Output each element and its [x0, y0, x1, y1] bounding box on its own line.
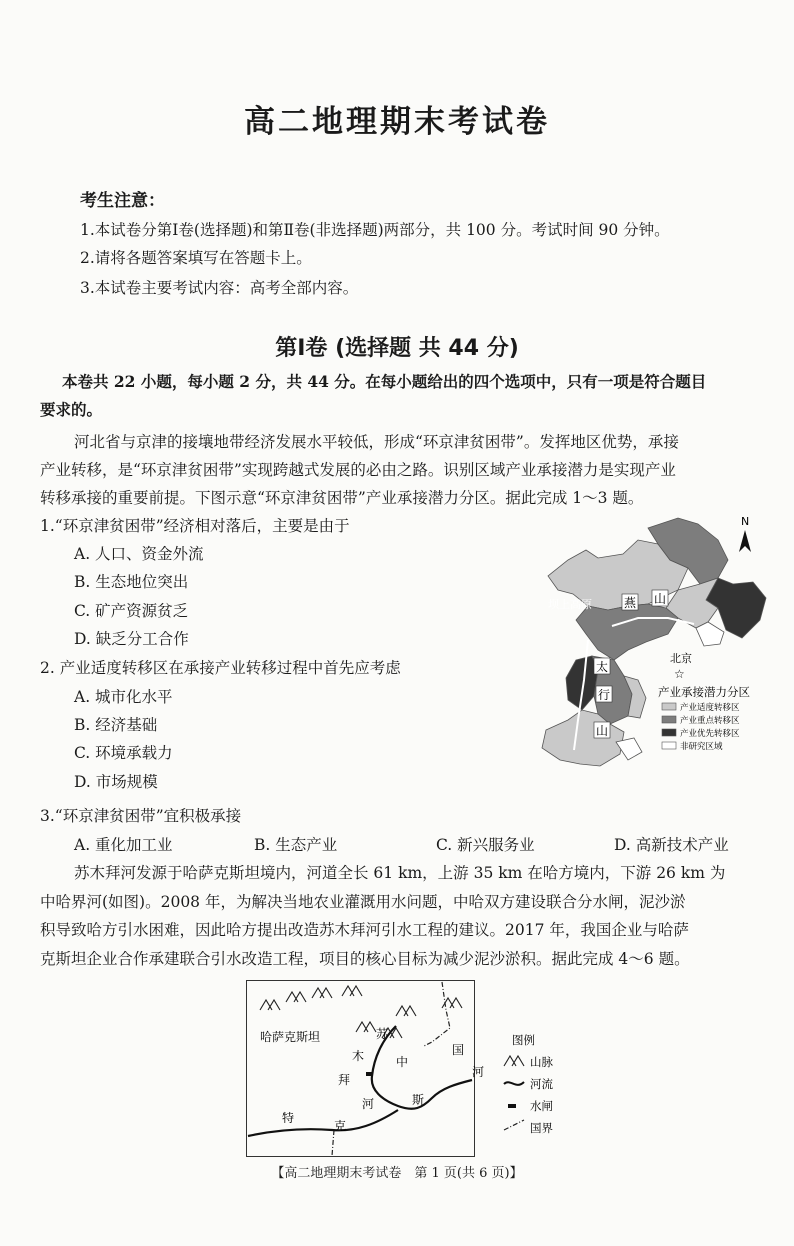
legend-label: 河流: [530, 1077, 553, 1091]
passage-line: 苏木拜河发源于哈萨克斯坦境内，河道全长 61 km，上游 35 km 在哈方境内，下游 26 km 为: [74, 864, 726, 882]
label-he: 河: [362, 1097, 375, 1111]
option: B. 生态产业: [254, 836, 338, 854]
legend-title: 图例: [512, 1033, 535, 1047]
label-mu: 木: [352, 1049, 365, 1063]
label-hang: 行: [598, 688, 611, 702]
option: D. 缺乏分工合作: [74, 630, 189, 648]
legend-label: 产业适度转移区: [680, 703, 740, 713]
page-footer: 【高二地理期末考试卷 第 1 页(共 6 页)】: [271, 1166, 523, 1181]
label-beijing: 北京: [670, 652, 692, 665]
option: D. 高新技术产业: [614, 836, 729, 854]
sluice-icon: [366, 1072, 372, 1076]
passage-line: 转移承接的重要前提。下图示意“环京津贫困带”产业承接潜力分区。据此完成 1～3 题。: [40, 489, 644, 507]
label-plateau: 坝上高原: [548, 598, 592, 611]
legend-swatch-key: [662, 716, 676, 723]
option: C. 矿产资源贫乏: [74, 602, 189, 620]
notice-item: 1.本试卷分第Ⅰ卷(选择题)和第Ⅱ卷(非选择题)两部分，共 100 分。考试时间 90 分钟。: [80, 221, 670, 239]
legend-label: 非研究区域: [680, 742, 723, 752]
label-si: 斯: [412, 1093, 425, 1107]
poverty-belt-map: [528, 510, 778, 782]
zone-none: [696, 622, 724, 646]
zone-key: [576, 604, 678, 660]
question-stem: 2. 产业适度转移区在承接产业转移过程中首先应考虑: [40, 659, 401, 677]
label-zhong: 中: [396, 1055, 409, 1069]
notice-item: 2.请将各题答案填写在答题卡上。: [80, 249, 312, 267]
section-instruction: 要求的。: [40, 400, 103, 419]
label-yan: 燕: [624, 596, 637, 610]
legend-label: 国界: [530, 1121, 553, 1135]
label-tai: 太: [596, 660, 609, 674]
sumubai-river-map: [246, 980, 572, 1158]
legend-label: 产业重点转移区: [680, 716, 740, 726]
question-stem: 3.“环京津贫困带”宜积极承接: [40, 807, 242, 825]
option: B. 生态地位突出: [74, 573, 189, 591]
passage-line: 积导致哈方引水困难，因此哈方提出改造苏木拜河引水工程的建议。2017 年，我国企业与哈萨: [40, 921, 689, 939]
label-shan: 山: [654, 592, 667, 606]
option: A. 重化加工业: [74, 836, 173, 854]
label-kaz: 哈萨克斯坦: [260, 1030, 321, 1044]
label-su: 苏: [376, 1027, 389, 1041]
option: C. 新兴服务业: [436, 836, 535, 854]
legend-swatch-priority: [662, 729, 676, 736]
section-title: 第Ⅰ卷 (选择题 共 44 分): [275, 336, 519, 361]
label-shan2: 山: [596, 724, 609, 738]
beijing-star-icon: ☆: [674, 667, 685, 681]
option: A. 人口、资金外流: [74, 545, 204, 563]
legend-label: 山脉: [530, 1055, 553, 1069]
legend-label: 水闸: [530, 1099, 553, 1113]
label-te: 特: [282, 1111, 295, 1125]
sluice-legend-icon: [508, 1104, 516, 1108]
passage-line: 克斯坦企业合作承建联合引水改造工程，项目的核心目标为减少泥沙淤积。据此完成 4～6 题。: [40, 950, 690, 968]
legend-label: 产业优先转移区: [680, 729, 740, 739]
question-stem: 1.“环京津贫困带”经济相对落后，主要是由于: [40, 517, 350, 535]
passage-line: 中哈界河(如图)。2008 年，为解决当地农业灌溉用水问题，中哈双方建设联合分水闸，泥沙淤: [40, 893, 686, 911]
label-he2: 河: [472, 1065, 485, 1079]
label-ke: 克: [334, 1119, 347, 1133]
zone-priority: [566, 656, 598, 710]
legend-title: 产业承接潜力分区: [658, 685, 750, 699]
river-line: [248, 1110, 398, 1136]
label-guo: 国: [452, 1043, 465, 1057]
option: C. 环境承载力: [74, 744, 173, 762]
option: B. 经济基础: [74, 716, 158, 734]
border-line: [332, 1130, 334, 1156]
north-arrow-icon: [739, 530, 751, 552]
passage-line: 产业转移，是“环京津贫困带”实现跨越式发展的必由之路。识别区域产业承接潜力是实现产业: [40, 461, 676, 479]
option: D. 市场规模: [74, 773, 158, 791]
river-legend-icon: [504, 1082, 524, 1085]
label-north: N: [741, 515, 750, 528]
legend-swatch-moderate: [662, 703, 676, 710]
label-bai: 拜: [338, 1073, 351, 1087]
border-line: [424, 982, 450, 1046]
border-legend-icon: [504, 1120, 524, 1130]
page-title: 高二地理期末考试卷: [244, 104, 550, 140]
legend-swatch-none: [662, 742, 676, 749]
option: A. 城市化水平: [74, 688, 173, 706]
section-instruction: 本卷共 22 小题，每小题 2 分，共 44 分。在每小题给出的四个选项中，只有一项是符合题目: [62, 372, 707, 391]
mountain-icon: [504, 1056, 524, 1066]
notice-heading: 考生注意：: [80, 191, 165, 211]
passage-line: 河北省与京津的接壤地带经济发展水平较低，形成“环京津贫困带”。发挥地区优势，承接: [74, 433, 679, 451]
notice-item: 3.本试卷主要考试内容：高考全部内容。: [80, 279, 359, 297]
